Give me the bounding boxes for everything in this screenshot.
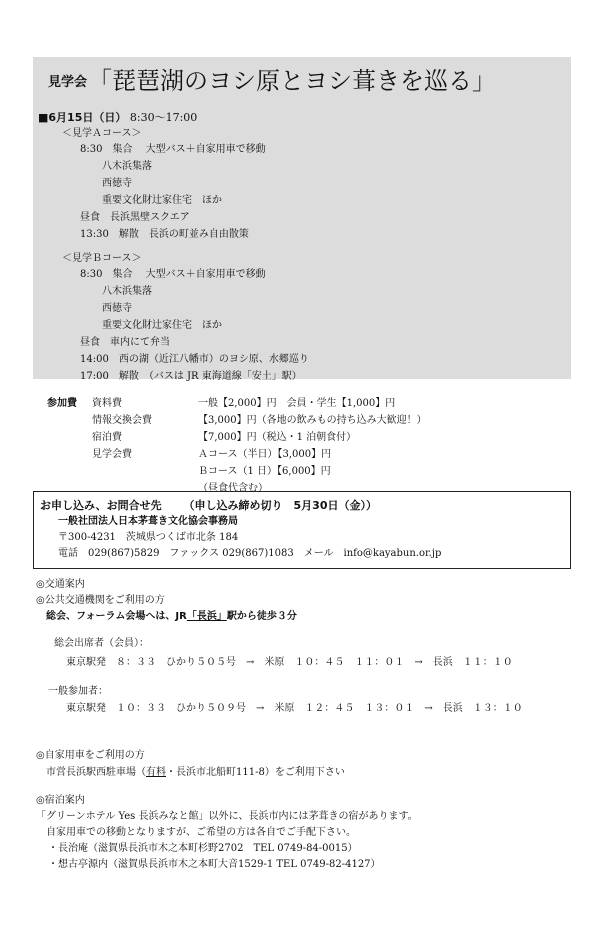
lodging-line: 「グリーンホテル Yes 長浜みなと館」以外に、長浜市内には茅葺きの宿があります。 bbox=[36, 811, 418, 822]
course-a-heading: ＜見学Ａコース＞ bbox=[62, 128, 142, 139]
course-b-line: 17:00 解散 （バスは JR 東海道線「安土」駅） bbox=[80, 371, 302, 382]
course-b-line: 8:30 集合 大型バス＋自家用車で移動 bbox=[80, 269, 266, 280]
contact-heading bbox=[40, 498, 377, 513]
lodging-item: ・長治庵（滋賀県長浜市木之本町杉野2702 TEL 0749-84-0015） bbox=[48, 843, 358, 854]
fee-value: （昼食代含む） bbox=[198, 483, 268, 494]
venue-pre: 総会、フォーラム会場へは、JR bbox=[46, 611, 187, 622]
course-b-line: 14:00 西の湖（近江八幡市）のヨシ原、水郷巡り bbox=[80, 354, 309, 365]
contact-phone: 電話 029(867)5829 ファックス 029(867)1083 メール info@kayabun.or.jp bbox=[58, 548, 442, 559]
course-b-heading: ＜見学Ｂコース＞ bbox=[62, 253, 142, 264]
fee-name: 資料費 bbox=[92, 398, 122, 409]
general-label: 一般参加者： bbox=[48, 686, 108, 697]
course-a-line: 西徳寺 bbox=[102, 178, 132, 189]
fee-value: 一般【2,000】円 会員・学生【1,000】円 bbox=[198, 398, 396, 409]
car-heading: ◎自家用車をご利用の方 bbox=[36, 750, 145, 761]
title-prefix: 見学会 bbox=[48, 75, 88, 90]
car-post: ・長浜市北船町111-8）をご利用下さい bbox=[166, 767, 345, 778]
contact-heading-text: お申し込み、お問合せ先 bbox=[40, 499, 162, 512]
car-paid: 有料 bbox=[146, 767, 166, 778]
date-line bbox=[38, 110, 197, 125]
fee-value: 【3,000】円（各地の飲みもの持ち込み大歓迎！） bbox=[198, 415, 427, 426]
course-b-line: 重要文化財辻家住宅 ほか bbox=[102, 320, 222, 331]
page-title: 「琵琶湖のヨシ原とヨシ葺きを巡る」 bbox=[88, 67, 496, 95]
course-a-line: 13:30 解散 長浜の町並み自由散策 bbox=[80, 229, 249, 240]
car-directions bbox=[46, 766, 345, 780]
fee-value: Ｂコース（1 日）【6,000】円 bbox=[198, 466, 331, 477]
deadline: （申し込み締め切り 5月30日（金）） bbox=[183, 499, 377, 512]
lodging-heading: ◎宿泊案内 bbox=[36, 795, 85, 806]
contact-org: 一般社団法人日本茅葺き文化協会事務局 bbox=[58, 516, 238, 527]
venue-station: 「長浜」 bbox=[186, 611, 227, 622]
fee-value: Ａコース（半日）【3,000】円 bbox=[198, 449, 332, 460]
course-a-line: 8:30 集合 大型バス＋自家用車で移動 bbox=[80, 144, 266, 155]
course-a-line: 昼食 長浜黒壁スクエア bbox=[80, 212, 190, 223]
public-transport-heading: ◎公共交通機関をご利用の方 bbox=[36, 595, 165, 606]
fee-value: 【7,000】円（税込・1 泊朝食付） bbox=[198, 432, 357, 443]
lodging-line: 自家用車での移動となりますが、ご希望の方は各自でご手配下さい。 bbox=[46, 827, 356, 838]
fee-name: 見学会費 bbox=[92, 449, 132, 460]
course-a-line: 重要文化財辻家住宅 ほか bbox=[102, 195, 222, 206]
date-mark: ■ bbox=[38, 111, 49, 124]
general-route: 東京駅発 １０：３３ ひかり５０９号 → 米原 １２：４５ １３：０１ → 長浜 １３：１０ bbox=[66, 703, 523, 714]
members-route: 東京駅発 ８：３３ ひかり５０５号 → 米原 １０：４５ １１：０１ → 長浜 １１：１０ bbox=[66, 657, 513, 668]
event-date: 6月15日（日） bbox=[48, 111, 127, 124]
event-time: 8:30～17:00 bbox=[129, 111, 198, 124]
contact-address: 〒300-4231 茨城県つくば市北条 184 bbox=[58, 532, 239, 543]
fee-name: 宿泊費 bbox=[92, 432, 122, 443]
fees-label: 参加費 bbox=[47, 398, 77, 409]
lodging-item: ・想古亭源内（滋賀県長浜市木之本町大音1529-1 TEL 0749-82-4127） bbox=[48, 859, 381, 870]
members-label: 総会出席者（会員）： bbox=[54, 638, 149, 649]
fee-name: 情報交換会費 bbox=[92, 415, 152, 426]
venue-post: 駅から徒歩３分 bbox=[226, 611, 297, 622]
course-b-line: 西徳寺 bbox=[102, 303, 132, 314]
course-a-line: 八木浜集落 bbox=[102, 161, 152, 172]
course-b-line: 八木浜集落 bbox=[102, 286, 152, 297]
car-pre: 市営長浜駅西駐車場（ bbox=[46, 767, 146, 778]
transport-heading: ◎交通案内 bbox=[36, 579, 85, 590]
course-b-line: 昼食 車内にて弁当 bbox=[80, 337, 170, 348]
venue-directions bbox=[46, 610, 297, 624]
